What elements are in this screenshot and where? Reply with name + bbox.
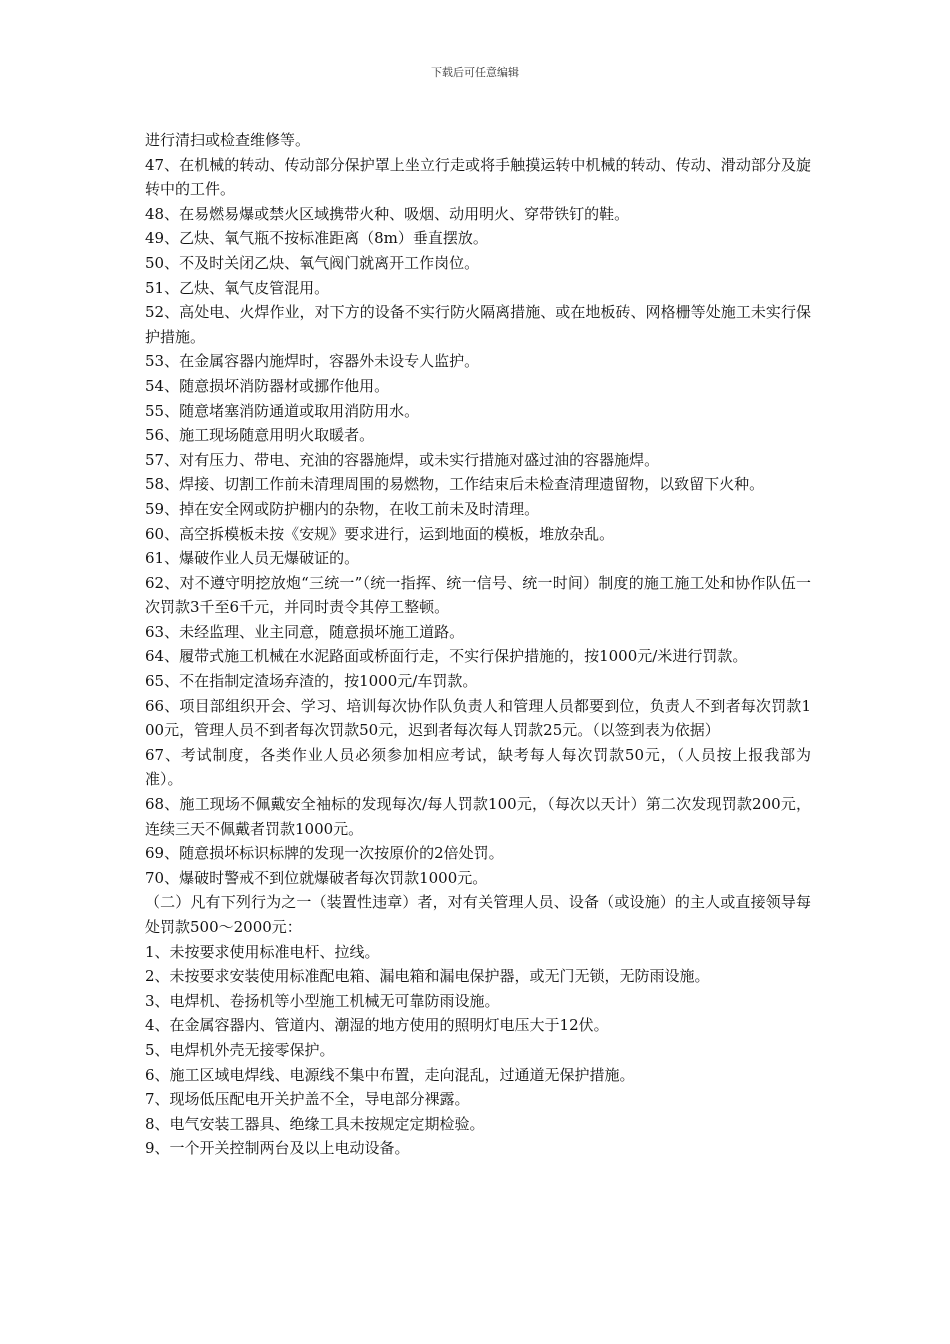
rule-item-62: 62、对不遵守明挖放炮“三统一”（统一指挥、统一信号、统一时间）制度的施工施工处和协作队伍一次罚款3千至6千元，并同时责令其停工整顿。: [145, 573, 811, 617]
device-rule-item-3: 3、电焊机、卷扬机等小型施工机械无可靠防雨设施。: [145, 991, 500, 1010]
rule-item-70: 70、爆破时警戒不到位就爆破者每次罚款1000元。: [145, 868, 488, 887]
rule-item-66: 66、项目部组织开会、学习、培训每次协作队负责人和管理人员都要到位，负责人不到者每次罚款100元，管理人员不到者每次罚款50元，迟到者每次每人罚款25元。（以签到表为依据）: [145, 696, 811, 740]
rule-item-61: 61、爆破作业人员无爆破证的。: [145, 549, 360, 568]
rule-item-50: 50、不及时关闭乙炔、氧气阀门就离开工作岗位。: [145, 253, 480, 272]
rule-item-51: 51、乙炔、氧气皮管混用。: [145, 278, 330, 297]
device-rule-item-1: 1、未按要求使用标准电杆、拉线。: [145, 942, 380, 961]
section-heading-2: （二）凡有下列行为之一（装置性违章）者，对有关管理人员、设备（或设施）的主人或直接领导每处罚款500～2000元：: [145, 893, 811, 936]
rule-item-59: 59、掉在安全网或防护棚内的杂物，在收工前未及时清理。: [145, 499, 540, 518]
rule-item-52: 52、高处电、火焊作业，对下方的设备不实行防火隔离措施、或在地板砖、网格栅等处施工未实行保护措施。: [145, 303, 811, 346]
rule-item-65: 65、不在指制定渣场弃渣的，按1000元/车罚款。: [145, 672, 478, 691]
rule-item-57: 57、对有压力、带电、充油的容器施焊，或未实行措施对盛过油的容器施焊。: [145, 450, 660, 469]
page-header: 下载后可任意编辑: [431, 66, 519, 79]
device-rule-item-8: 8、电气安装工器具、绝缘工具未按规定定期检验。: [145, 1114, 485, 1133]
device-rule-item-5: 5、电焊机外壳无接零保护。: [145, 1040, 335, 1059]
device-rule-item-7: 7、现场低压配电开关护盖不全，导电部分裸露。: [145, 1090, 470, 1109]
rule-item-69: 69、随意损坏标识标牌的发现一次按原价的2倍处罚。: [145, 844, 504, 863]
rule-item-55: 55、随意堵塞消防通道或取用消防用水。: [145, 401, 420, 420]
rule-item-47: 47、在机械的转动、传动部分保护罩上坐立行走或将手触摸运转中机械的转动、传动、滑动部分及旋转中的工件。: [145, 155, 811, 199]
rule-item-58: 58、焊接、切割工作前未清理周围的易燃物，工作结束后未检查清理遗留物，以致留下火种。: [145, 475, 765, 494]
device-rule-item-6: 6、施工区域电焊线、电源线不集中布置，走向混乱，过通道无保护措施。: [145, 1065, 635, 1084]
device-rule-item-2: 2、未按要求安装使用标准配电箱、漏电箱和漏电保护器，或无门无锁，无防雨设施。: [145, 967, 710, 986]
rule-item-49: 49、乙炔、氧气瓶不按标准距离（8m）垂直摆放。: [145, 229, 488, 248]
rule-item-63: 63、未经监理、业主同意，随意损坏施工道路。: [145, 622, 465, 641]
rule-item-67: 67、考试制度，各类作业人员必须参加相应考试，缺考每人每次罚款50元，（人员按上报我部为准）。: [145, 745, 811, 789]
rule-item-60: 60、高空拆模板未按《安规》要求进行，运到地面的模板，堆放杂乱。: [145, 524, 615, 543]
device-rule-item-4: 4、在金属容器内、管道内、潮湿的地方使用的照明灯电压大于12伏。: [145, 1016, 609, 1035]
rule-item-64: 64、履带式施工机械在水泥路面或桥面行走，不实行保护措施的，按1000元/米进行罚款。: [145, 647, 748, 666]
device-rule-item-9: 9、一个开关控制两台及以上电动设备。: [145, 1139, 410, 1158]
rule-item-68: 68、施工现场不佩戴安全袖标的发现每次/每人罚款100元，（每次以天计）第二次发现罚款200元，连续三天不佩戴者罚款1000元。: [145, 795, 811, 838]
document-body: [145, 128, 811, 1161]
rule-item-48: 48、在易燃易爆或禁火区域携带火种、吸烟、动用明火、穿带铁钉的鞋。: [145, 204, 630, 223]
rule-item-54: 54、随意损坏消防器材或挪作他用。: [145, 376, 390, 395]
rule-item-56: 56、施工现场随意用明火取暖者。: [145, 426, 375, 445]
paragraph-continuation: 进行清扫或检查维修等。: [145, 131, 311, 149]
rule-item-53: 53、在金属容器内施焊时，容器外未设专人监护。: [145, 352, 480, 371]
